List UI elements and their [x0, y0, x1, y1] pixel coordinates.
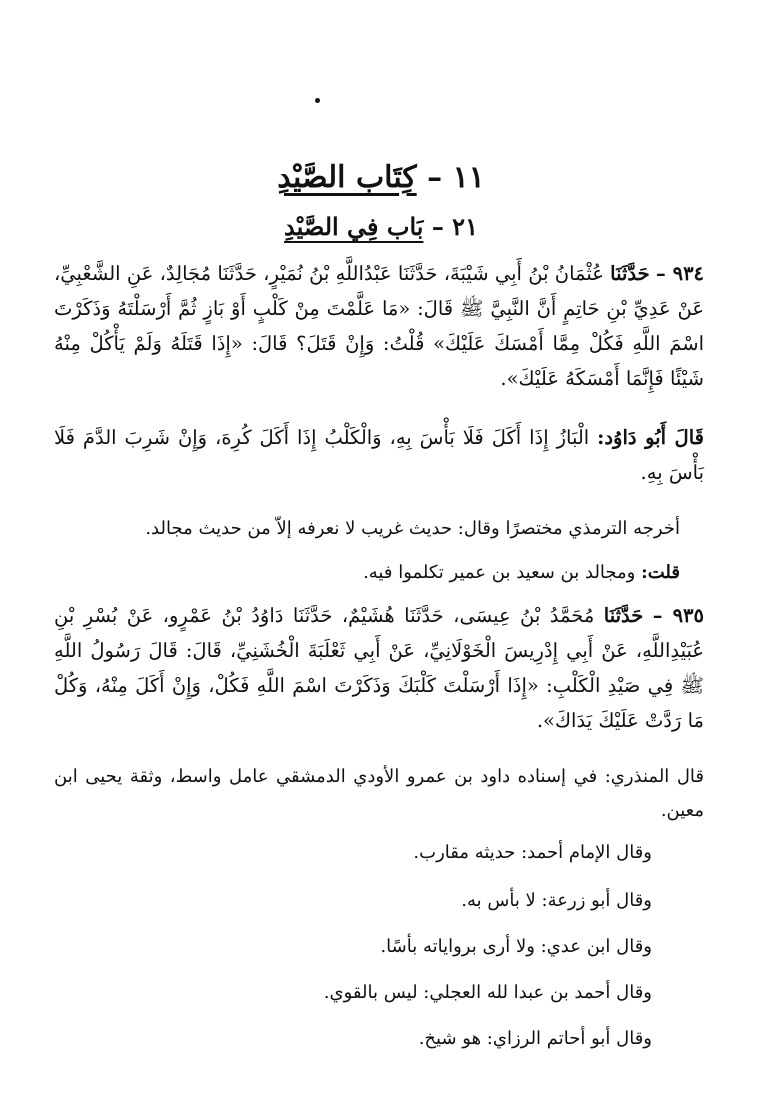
hadith-935	[54, 598, 704, 738]
comment-lead: قَالَ أَبُو دَاوُد:	[597, 426, 704, 449]
hadith-text: عُثْمَانُ بْنُ أَبِي شَيْبَةَ، حَدَّثَنَا عَبْدُاللَّهِ بْنُ نُمَيْرٍ، حَدَّثَنَا مُجَالِدٌ، عَنِ الشَّعْبِيِّ، عَنْ عَدِيِّ بْنِ حَاتِمٍ أَنَّ النَّبِيَّ ﷺ قَالَ: «مَا عَلَّمْتَ مِنْ كَلْبٍ أَوْ بَازٍ ثُمَّ أَرْسَلْتَهُ وَذَكَرْتَ اسْمَ اللَّهِ فَكُلْ مِمَّا أَمْسَكَ عَلَيْكَ» قُلْتُ: وَإِنْ قَتَلَ؟ قَالَ: «إِذَا قَتَلَهُ وَلَمْ يَأْكُلْ مِنْهُ شَيْئًا فَإِنَّمَا أَمْسَكَهُ عَلَيْكَ».	[54, 262, 704, 390]
comment-text: الْبَازُ إِذَا أَكَلَ فَلَا بَأْسَ بِهِ، وَالْكَلْبُ إِذَا أَكَلَ كُرِهَ، وَإِنْ شَرِبَ الدَّمَ فَلَا بَأْسَ بِهِ.	[54, 426, 704, 484]
chapter-heading	[0, 160, 762, 195]
hadith-lead: حَدَّثَنَا	[610, 262, 650, 285]
note-lead: قلت:	[641, 562, 680, 583]
quote-ibn-adi: وقال ابن عدي: ولا أرى برواياته بأسًا.	[380, 936, 652, 957]
hadith-934	[54, 256, 704, 396]
mundhiri-note: قال المنذري: في إسناده داود بن عمرو الأودي الدمشقي عامل واسط، وثقة يحيى ابن معين.	[54, 766, 704, 821]
tirmidhi-note: أخرجه الترمذي مختصرًا وقال: حديث غريب لا نعرفه إلاّ من حديث مجالد.	[145, 518, 680, 539]
abu-dawud-comment	[54, 420, 704, 490]
chapter-number: ١١ –	[427, 160, 485, 195]
section-number: ٢١ –	[431, 212, 478, 241]
quote-abu-hatim: وقال أبو أحاتم الرزاي: هو شيخ.	[418, 1028, 652, 1049]
section-title: بَاب فِي الصَّيْدِ	[284, 212, 424, 241]
author-note	[54, 556, 680, 590]
hadith-number: ٩٣٥ –	[652, 604, 704, 627]
chapter-title: كِتَاب الصَّيْدِ	[277, 160, 417, 195]
hadith-lead: حَدَّثَنَا	[603, 604, 644, 627]
page-mark-dot	[315, 98, 320, 103]
quote-ahmad: وقال الإمام أحمد: حديثه مقارب.	[413, 842, 652, 863]
quote-ijli: وقال أحمد بن عبدا لله العجلي: ليس بالقوي.	[323, 982, 652, 1003]
quote-abu-zura: وقال أبو زرعة: لا بأس به.	[461, 890, 652, 911]
note-text: ومجالد بن سعيد بن عمير تكلموا فيه.	[363, 562, 636, 583]
hadith-number: ٩٣٤ –	[655, 262, 705, 285]
hadith-text: مُحَمَّدُ بْنُ عِيسَى، حَدَّثَنَا هُشَيْمٌ، حَدَّثَنَا دَاوُدُ بْنُ عَمْرٍو، عَنْ بُسْرِ بْنِ عُبَيْدِاللَّهِ، عَنْ أَبِي إِدْرِيسَ الْخَوْلَانِيِّ، عَنْ أَبِي ثَعْلَبَةَ الْخُشَنِيِّ، قَالَ: قَالَ رَسُولُ اللَّهِ ﷺ فِي صَيْدِ الْكَلْبِ: «إِذَا أَرْسَلْتَ كَلْبَكَ وَذَكَرْتَ اسْمَ اللَّهِ فَكُلْ، وَإِنْ أَكَلَ مِنْهُ، وَكُلْ مَا رَدَّتْ عَلَيْكَ يَدَاكَ».	[54, 604, 704, 732]
section-heading	[0, 212, 762, 241]
